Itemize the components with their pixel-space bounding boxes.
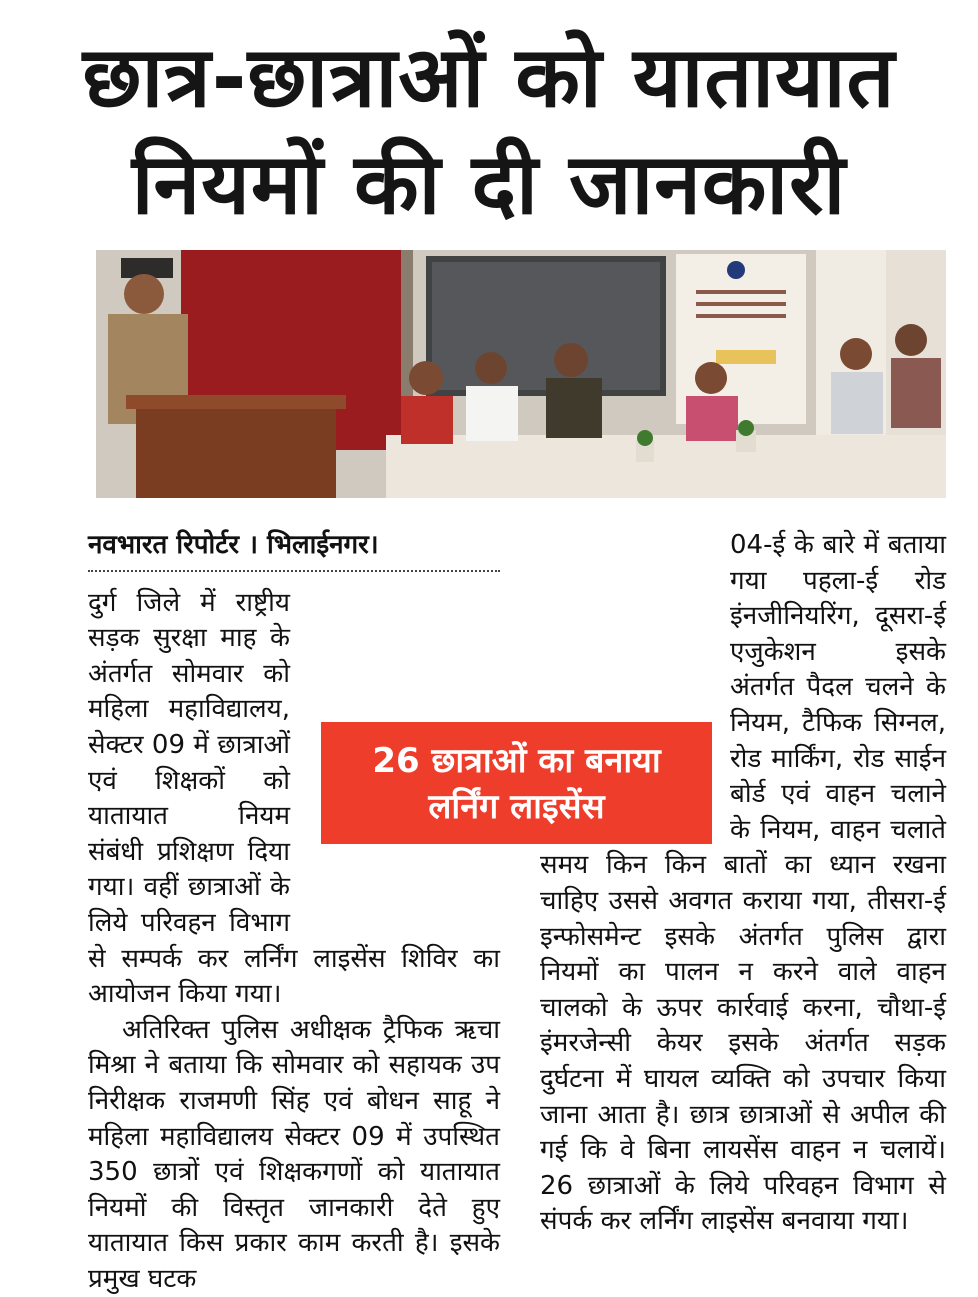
divider xyxy=(88,570,500,572)
paragraph-2: अतिरिक्त पुलिस अधीक्षक ट्रैफिक ऋचा मिश्रा ने बताया कि सोमवार को सहायक उप निरीक्षक राजमणी सिंह एवं बोधन साहू ने महिला महाविद्यालय सेक्टर 09 में उपस्थित 350 छात्रों एवं शिक्षकगणों को यातायात नियमों की विस्तृत जानकारी देते हुए यातायात किस प्रकार काम करती है। इसके प्रमुख घटक xyxy=(88,1014,500,1294)
event-photo xyxy=(96,250,946,498)
left-column xyxy=(88,528,500,1297)
byline: नवभारत रिपोर्टर । भिलाईनगर। xyxy=(88,530,379,560)
paragraph-3: 04-ई के बारे में बताया गया पहला-ई रोड इंनजीनियरिंग, दूसरा-ई एजुकेशन इसके अंतर्गत पैदल चलने के नियम, टैफिक सिग्नल, रोड मार्किंग, रोड साईन बोर्ड एवं वाहन चलाने के नियम, वाहन चलाते समय किन किन बातों का ध्यान रखना चाहिए उससे अवगत कराया गया, तीसरा-ई इन्फोसमेन्ट इसके अंतर्गत पुलिस द्वारा नियमों का पालन न करने वाले वाहन चालको के ऊपर कार्रवाई करना, चौथा-ई इंमरजेन्सी केयर इसके अंतर्गत सड़क दुर्घटना में घायल व्यक्ति को उपचार किया जाना आता है। छात्र छात्राओं से अपील की गई कि वे बिना लायसेंस वाहन न चलायें। 26 छात्राओं के लिये परिवहन विभाग से संपर्क कर लर्निंग लाइसेंस बनवाया गया। xyxy=(540,530,946,1237)
headline-line-1: छात्र-छात्राओं को यातायात xyxy=(82,28,896,126)
callout-box xyxy=(321,722,712,844)
callout-line-2: लर्निंग लाइसेंस xyxy=(428,787,605,827)
callout-line-1: 26 छात्राओं का बनाया xyxy=(372,741,661,781)
right-column xyxy=(540,528,946,1240)
headline-line-2: नियमों की दी जानकारी xyxy=(131,135,847,233)
paragraph-1: दुर्ग जिले में राष्ट्रीय सड़क सुरक्षा माह के अंतर्गत सोमवार को महिला महाविद्यालय, सेक्टर 09 में छात्राओं एवं शिक्षकों को यातायात नियम संबंधी प्रशिक्षण दिया गया। वहीं छात्राओं के लिये परिवहन विभाग से सम्पर्क कर लर्निंग लाइसेंस शिविर का आयोजन किया गया। xyxy=(88,587,500,1010)
